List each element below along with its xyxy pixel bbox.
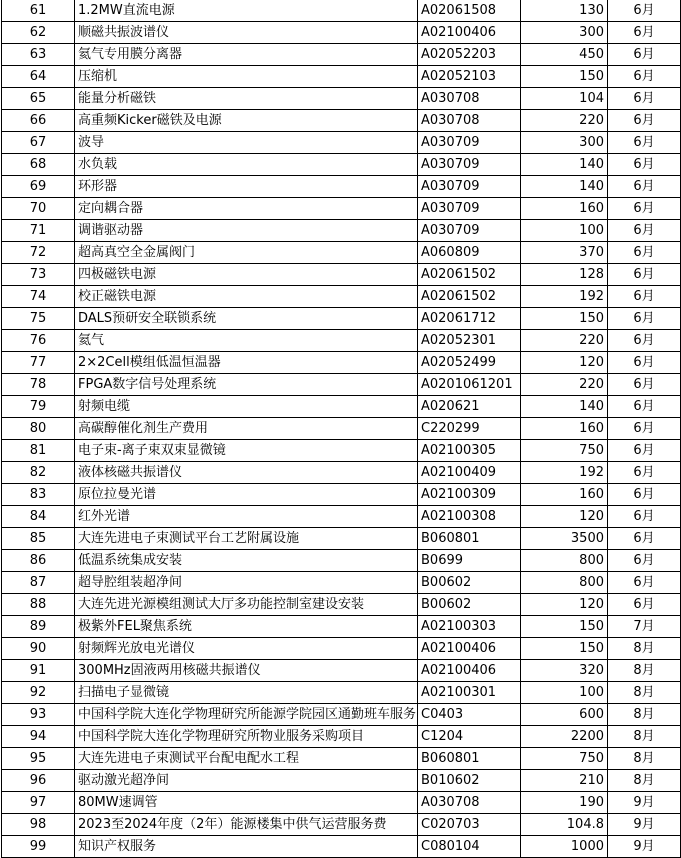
budget-amount-cell: 130 [521, 0, 608, 22]
table-row [2, 242, 681, 264]
table-row [2, 132, 681, 154]
row-number-cell: 89 [2, 616, 75, 638]
table-row [2, 220, 681, 242]
item-name-cell: 驱动激光超净间 [75, 770, 418, 792]
procurement-table [1, 0, 681, 858]
budget-amount-cell: 120 [521, 506, 608, 528]
row-number-cell: 84 [2, 506, 75, 528]
budget-amount-cell: 600 [521, 704, 608, 726]
row-number-cell: 65 [2, 88, 75, 110]
category-code-cell: C080104 [418, 836, 521, 858]
category-code-cell: B060801 [418, 528, 521, 550]
table-row [2, 704, 681, 726]
budget-amount-cell: 220 [521, 330, 608, 352]
budget-amount-cell: 150 [521, 66, 608, 88]
row-number-cell: 66 [2, 110, 75, 132]
budget-amount-cell: 100 [521, 220, 608, 242]
row-number-cell: 79 [2, 396, 75, 418]
month-cell: 8月 [608, 770, 681, 792]
row-number-cell: 78 [2, 374, 75, 396]
row-number-cell: 98 [2, 814, 75, 836]
budget-amount-cell: 140 [521, 176, 608, 198]
category-code-cell: A02061502 [418, 264, 521, 286]
table-row [2, 462, 681, 484]
month-cell: 6月 [608, 572, 681, 594]
category-code-cell: A02100308 [418, 506, 521, 528]
budget-amount-cell: 320 [521, 660, 608, 682]
budget-amount-cell: 100 [521, 682, 608, 704]
category-code-cell: A02052301 [418, 330, 521, 352]
row-number-cell: 99 [2, 836, 75, 858]
month-cell: 6月 [608, 418, 681, 440]
row-number-cell: 67 [2, 132, 75, 154]
budget-amount-cell: 370 [521, 242, 608, 264]
month-cell: 8月 [608, 748, 681, 770]
table-row [2, 0, 681, 22]
month-cell: 6月 [608, 462, 681, 484]
row-number-cell: 64 [2, 66, 75, 88]
table-row [2, 660, 681, 682]
category-code-cell: A030708 [418, 88, 521, 110]
budget-amount-cell: 104.8 [521, 814, 608, 836]
item-name-cell: 1.2MW直流电源 [75, 0, 418, 22]
row-number-cell: 73 [2, 264, 75, 286]
table-row [2, 440, 681, 462]
row-number-cell: 61 [2, 0, 75, 22]
table-row [2, 528, 681, 550]
category-code-cell: A030709 [418, 132, 521, 154]
category-code-cell: A02100303 [418, 616, 521, 638]
table-row [2, 88, 681, 110]
budget-amount-cell: 1000 [521, 836, 608, 858]
month-cell: 6月 [608, 286, 681, 308]
item-name-cell: 能量分析磁铁 [75, 88, 418, 110]
month-cell: 6月 [608, 330, 681, 352]
category-code-cell: A02100301 [418, 682, 521, 704]
category-code-cell: A02100309 [418, 484, 521, 506]
budget-amount-cell: 220 [521, 110, 608, 132]
row-number-cell: 94 [2, 726, 75, 748]
table-row [2, 616, 681, 638]
category-code-cell: B00602 [418, 594, 521, 616]
table-row [2, 572, 681, 594]
table-row [2, 814, 681, 836]
category-code-cell: A02100409 [418, 462, 521, 484]
table-row [2, 308, 681, 330]
budget-amount-cell: 160 [521, 198, 608, 220]
table-row [2, 836, 681, 858]
month-cell: 9月 [608, 836, 681, 858]
budget-amount-cell: 3500 [521, 528, 608, 550]
budget-amount-cell: 750 [521, 748, 608, 770]
budget-amount-cell: 104 [521, 88, 608, 110]
budget-amount-cell: 150 [521, 638, 608, 660]
category-code-cell: A02061508 [418, 0, 521, 22]
table-row [2, 484, 681, 506]
month-cell: 8月 [608, 638, 681, 660]
table-row [2, 506, 681, 528]
month-cell: 6月 [608, 22, 681, 44]
category-code-cell: A02052203 [418, 44, 521, 66]
item-name-cell: DALS预研安全联锁系统 [75, 308, 418, 330]
table-row [2, 638, 681, 660]
budget-amount-cell: 192 [521, 286, 608, 308]
table-row [2, 66, 681, 88]
category-code-cell: C020703 [418, 814, 521, 836]
item-name-cell: 水负载 [75, 154, 418, 176]
item-name-cell: 扫描电子显微镜 [75, 682, 418, 704]
row-number-cell: 72 [2, 242, 75, 264]
month-cell: 6月 [608, 110, 681, 132]
row-number-cell: 87 [2, 572, 75, 594]
budget-amount-cell: 300 [521, 22, 608, 44]
table-row [2, 110, 681, 132]
category-code-cell: B010602 [418, 770, 521, 792]
category-code-cell: A030708 [418, 110, 521, 132]
category-code-cell: A060809 [418, 242, 521, 264]
month-cell: 6月 [608, 242, 681, 264]
item-name-cell: 高重频Kicker磁铁及电源 [75, 110, 418, 132]
item-name-cell: 调谐驱动器 [75, 220, 418, 242]
category-code-cell: A020621 [418, 396, 521, 418]
budget-amount-cell: 210 [521, 770, 608, 792]
category-code-cell: A030709 [418, 176, 521, 198]
item-name-cell: 定向耦合器 [75, 198, 418, 220]
item-name-cell: 大连先进电子束测试平台配电配水工程 [75, 748, 418, 770]
category-code-cell: A030709 [418, 198, 521, 220]
item-name-cell: 校正磁铁电源 [75, 286, 418, 308]
month-cell: 6月 [608, 264, 681, 286]
item-name-cell: 2023至2024年度（2年）能源楼集中供气运营服务费 [75, 814, 418, 836]
item-name-cell: 液体核磁共振谱仪 [75, 462, 418, 484]
row-number-cell: 93 [2, 704, 75, 726]
table-body [2, 0, 681, 858]
category-code-cell: A030709 [418, 154, 521, 176]
item-name-cell: 波导 [75, 132, 418, 154]
row-number-cell: 75 [2, 308, 75, 330]
item-name-cell: 超导腔组装超净间 [75, 572, 418, 594]
budget-amount-cell: 120 [521, 352, 608, 374]
item-name-cell: 80MW速调管 [75, 792, 418, 814]
table-row [2, 748, 681, 770]
category-code-cell: A0201061201 [418, 374, 521, 396]
category-code-cell: B060801 [418, 748, 521, 770]
category-code-cell: A02100406 [418, 660, 521, 682]
month-cell: 6月 [608, 308, 681, 330]
item-name-cell: 大连先进光源模组测试大厅多功能控制室建设安装 [75, 594, 418, 616]
budget-amount-cell: 150 [521, 616, 608, 638]
budget-amount-cell: 140 [521, 396, 608, 418]
row-number-cell: 74 [2, 286, 75, 308]
table-row [2, 792, 681, 814]
month-cell: 9月 [608, 792, 681, 814]
category-code-cell: A02100406 [418, 638, 521, 660]
budget-amount-cell: 450 [521, 44, 608, 66]
item-name-cell: 原位拉曼光谱 [75, 484, 418, 506]
item-name-cell: 环形器 [75, 176, 418, 198]
category-code-cell: C0403 [418, 704, 521, 726]
month-cell: 6月 [608, 198, 681, 220]
budget-amount-cell: 160 [521, 418, 608, 440]
month-cell: 6月 [608, 550, 681, 572]
row-number-cell: 76 [2, 330, 75, 352]
month-cell: 6月 [608, 154, 681, 176]
table-row [2, 550, 681, 572]
table-row [2, 396, 681, 418]
month-cell: 6月 [608, 44, 681, 66]
item-name-cell: 低温系统集成安装 [75, 550, 418, 572]
row-number-cell: 97 [2, 792, 75, 814]
row-number-cell: 80 [2, 418, 75, 440]
table-row [2, 352, 681, 374]
item-name-cell: FPGA数字信号处理系统 [75, 374, 418, 396]
budget-amount-cell: 750 [521, 440, 608, 462]
table-row [2, 198, 681, 220]
category-code-cell: B0699 [418, 550, 521, 572]
month-cell: 6月 [608, 484, 681, 506]
budget-amount-cell: 190 [521, 792, 608, 814]
row-number-cell: 71 [2, 220, 75, 242]
item-name-cell: 电子束-离子束双束显微镜 [75, 440, 418, 462]
month-cell: 8月 [608, 704, 681, 726]
category-code-cell: A02100406 [418, 22, 521, 44]
month-cell: 6月 [608, 594, 681, 616]
row-number-cell: 70 [2, 198, 75, 220]
item-name-cell: 中国科学院大连化学物理研究所物业服务采购项目 [75, 726, 418, 748]
budget-amount-cell: 150 [521, 308, 608, 330]
row-number-cell: 96 [2, 770, 75, 792]
item-name-cell: 氦气 [75, 330, 418, 352]
item-name-cell: 四极磁铁电源 [75, 264, 418, 286]
category-code-cell: C1204 [418, 726, 521, 748]
table-row [2, 22, 681, 44]
item-name-cell: 射频电缆 [75, 396, 418, 418]
budget-amount-cell: 800 [521, 572, 608, 594]
budget-amount-cell: 220 [521, 374, 608, 396]
row-number-cell: 69 [2, 176, 75, 198]
row-number-cell: 85 [2, 528, 75, 550]
row-number-cell: 90 [2, 638, 75, 660]
item-name-cell: 射频辉光放电光谱仪 [75, 638, 418, 660]
row-number-cell: 77 [2, 352, 75, 374]
category-code-cell: A030708 [418, 792, 521, 814]
month-cell: 8月 [608, 726, 681, 748]
budget-amount-cell: 2200 [521, 726, 608, 748]
item-name-cell: 顺磁共振波谱仪 [75, 22, 418, 44]
month-cell: 8月 [608, 660, 681, 682]
item-name-cell: 红外光谱 [75, 506, 418, 528]
month-cell: 6月 [608, 528, 681, 550]
month-cell: 6月 [608, 440, 681, 462]
table-row [2, 330, 681, 352]
row-number-cell: 83 [2, 484, 75, 506]
month-cell: 9月 [608, 814, 681, 836]
month-cell: 6月 [608, 374, 681, 396]
budget-amount-cell: 120 [521, 594, 608, 616]
table-row [2, 770, 681, 792]
row-number-cell: 82 [2, 462, 75, 484]
month-cell: 8月 [608, 682, 681, 704]
month-cell: 6月 [608, 0, 681, 22]
budget-amount-cell: 800 [521, 550, 608, 572]
category-code-cell: A02052499 [418, 352, 521, 374]
budget-amount-cell: 140 [521, 154, 608, 176]
table-row [2, 418, 681, 440]
month-cell: 6月 [608, 220, 681, 242]
month-cell: 6月 [608, 396, 681, 418]
row-number-cell: 92 [2, 682, 75, 704]
item-name-cell: 300MHz固液两用核磁共振谱仪 [75, 660, 418, 682]
month-cell: 6月 [608, 66, 681, 88]
category-code-cell: A02061712 [418, 308, 521, 330]
item-name-cell: 中国科学院大连化学物理研究所能源学院园区通勤班车服务 [75, 704, 418, 726]
item-name-cell: 大连先进电子束测试平台工艺附属设施 [75, 528, 418, 550]
item-name-cell: 高碳醇催化剂生产费用 [75, 418, 418, 440]
table-row [2, 726, 681, 748]
table-row [2, 44, 681, 66]
budget-amount-cell: 300 [521, 132, 608, 154]
table-row [2, 264, 681, 286]
table-row [2, 154, 681, 176]
table-row [2, 176, 681, 198]
row-number-cell: 88 [2, 594, 75, 616]
item-name-cell: 压缩机 [75, 66, 418, 88]
month-cell: 7月 [608, 616, 681, 638]
category-code-cell: A02061502 [418, 286, 521, 308]
category-code-cell: A030709 [418, 220, 521, 242]
row-number-cell: 95 [2, 748, 75, 770]
category-code-cell: A02100305 [418, 440, 521, 462]
category-code-cell: C220299 [418, 418, 521, 440]
budget-amount-cell: 128 [521, 264, 608, 286]
row-number-cell: 91 [2, 660, 75, 682]
month-cell: 6月 [608, 176, 681, 198]
item-name-cell: 知识产权服务 [75, 836, 418, 858]
month-cell: 6月 [608, 352, 681, 374]
budget-amount-cell: 192 [521, 462, 608, 484]
item-name-cell: 极紫外FEL聚焦系统 [75, 616, 418, 638]
category-code-cell: A02052103 [418, 66, 521, 88]
table-row [2, 286, 681, 308]
table-row [2, 594, 681, 616]
table-row [2, 682, 681, 704]
item-name-cell: 超高真空全金属阀门 [75, 242, 418, 264]
budget-amount-cell: 160 [521, 484, 608, 506]
month-cell: 6月 [608, 506, 681, 528]
row-number-cell: 62 [2, 22, 75, 44]
row-number-cell: 86 [2, 550, 75, 572]
month-cell: 6月 [608, 132, 681, 154]
row-number-cell: 63 [2, 44, 75, 66]
category-code-cell: B00602 [418, 572, 521, 594]
item-name-cell: 2×2Cell模组低温恒温器 [75, 352, 418, 374]
row-number-cell: 68 [2, 154, 75, 176]
table-row [2, 374, 681, 396]
row-number-cell: 81 [2, 440, 75, 462]
month-cell: 6月 [608, 88, 681, 110]
item-name-cell: 氦气专用膜分离器 [75, 44, 418, 66]
